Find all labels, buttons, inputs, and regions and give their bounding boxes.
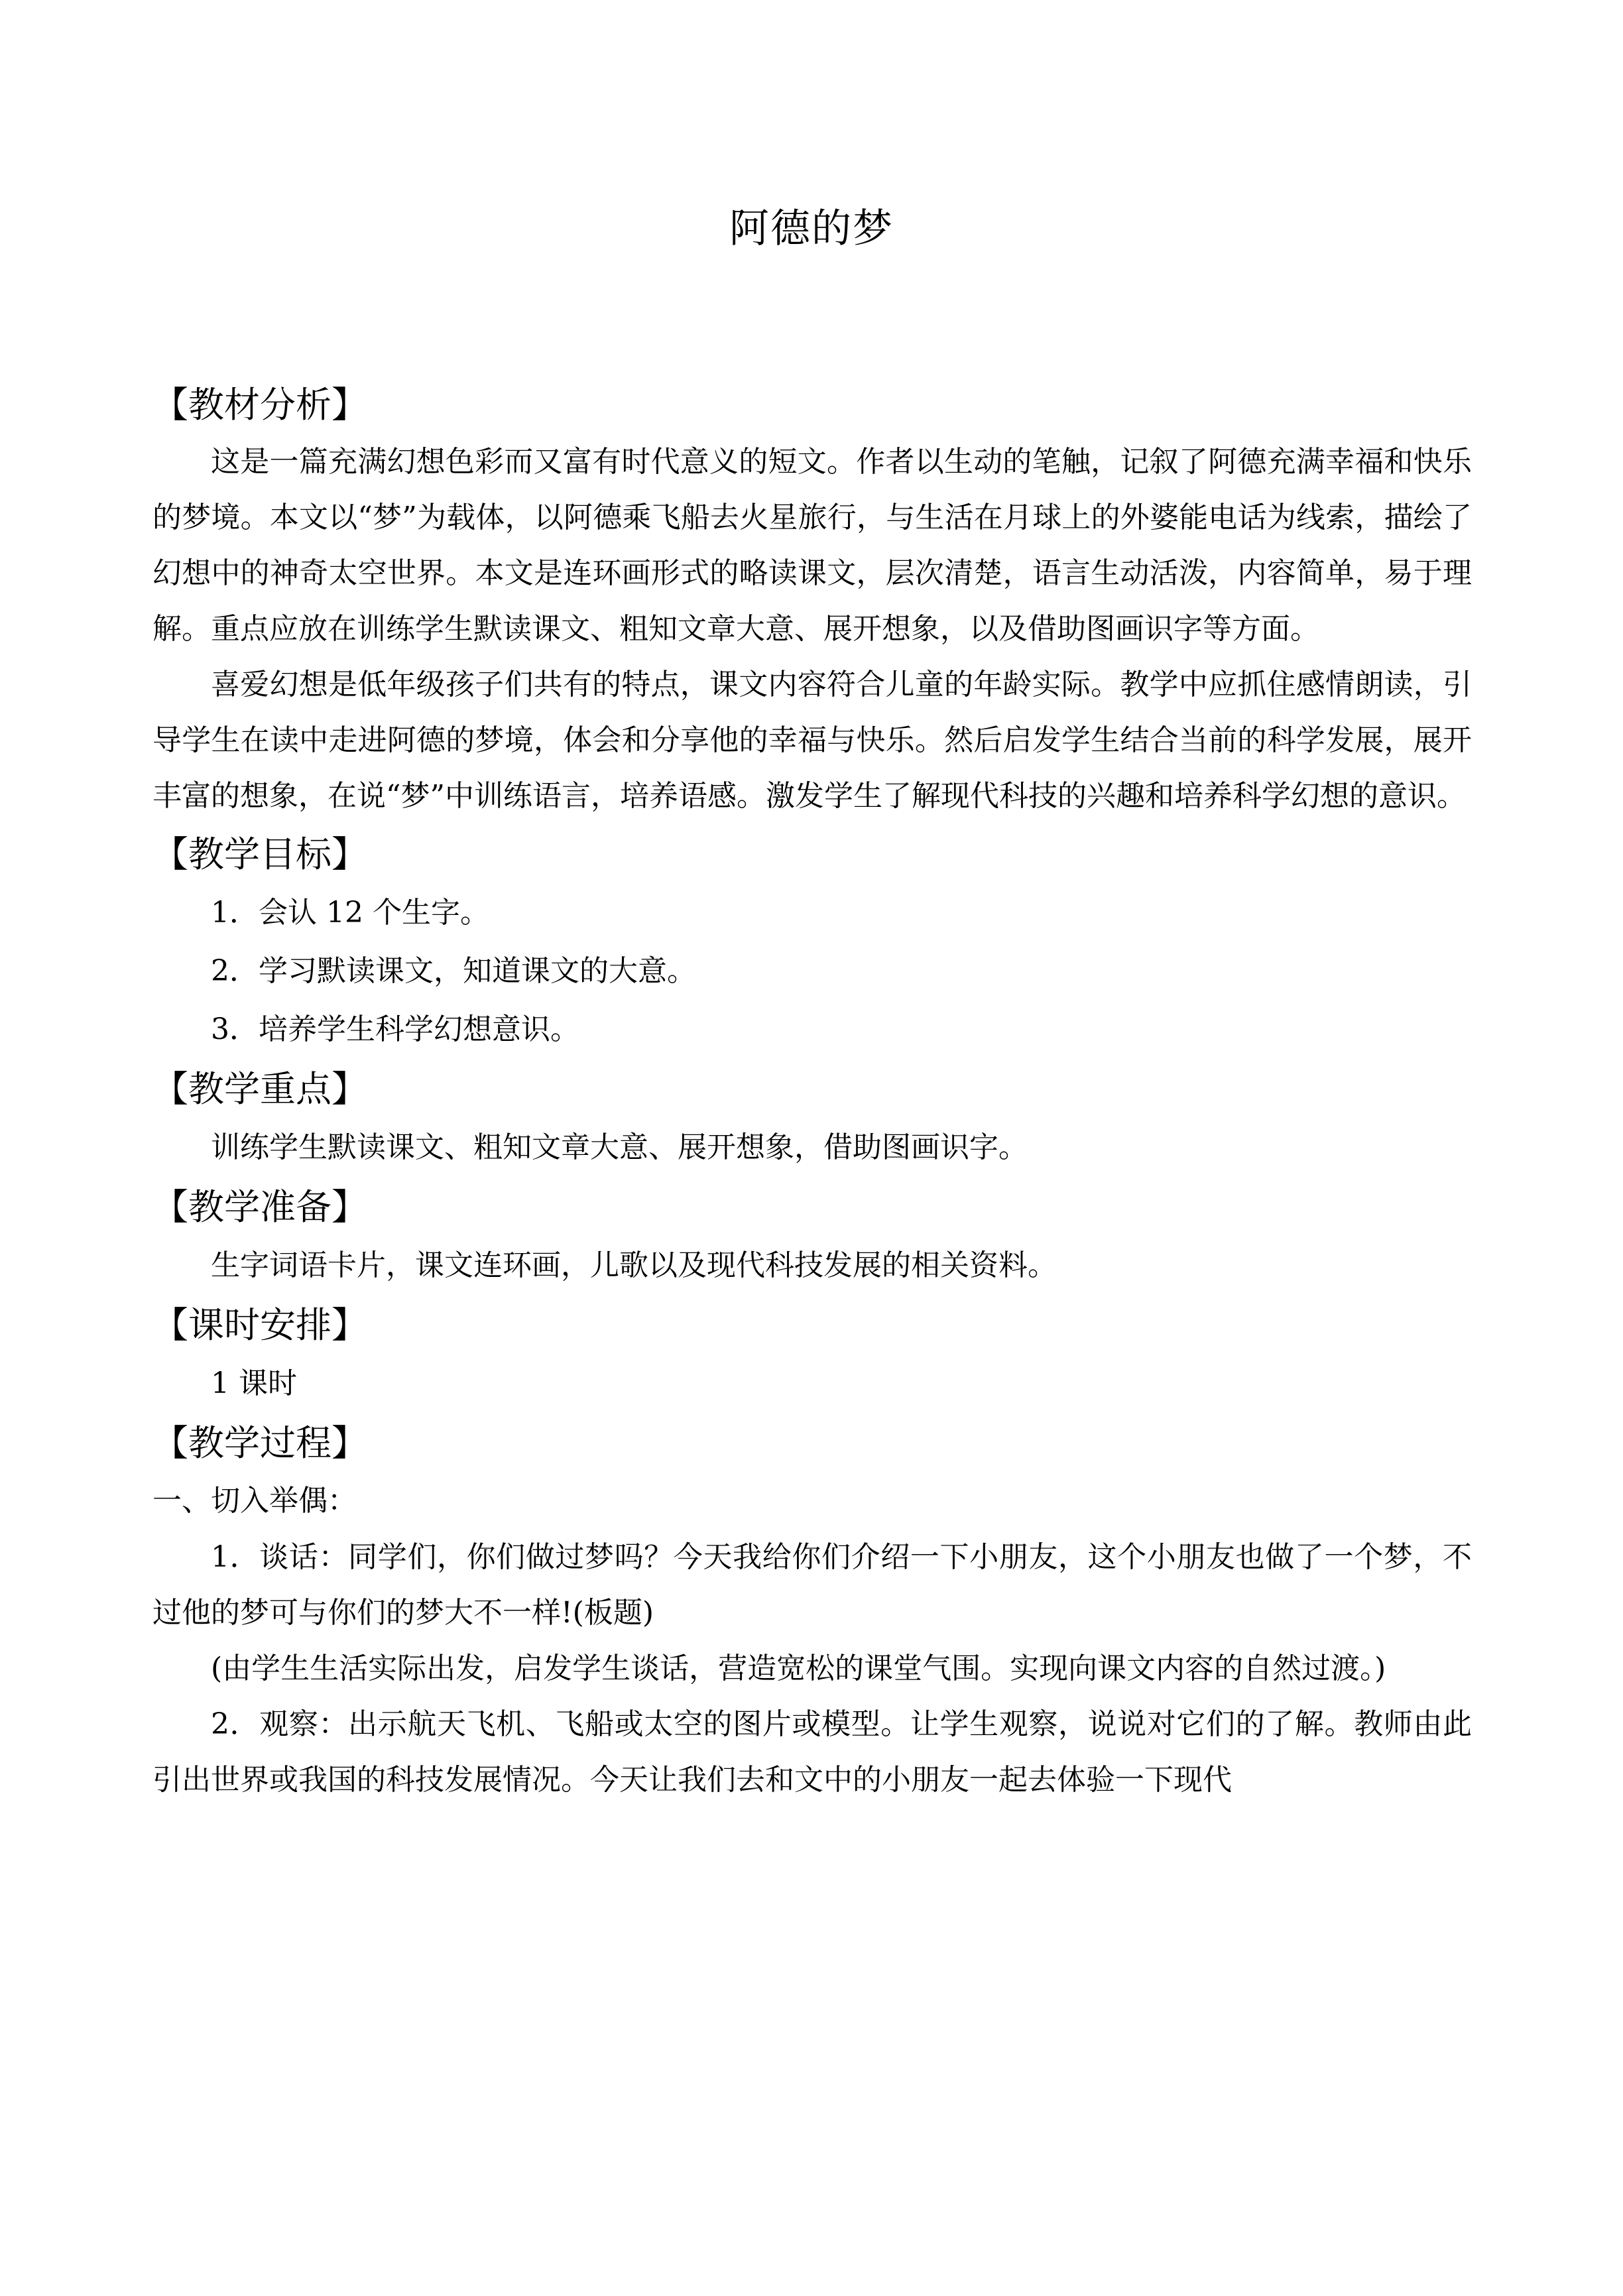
heading-material-analysis: 【教材分析】 [152, 384, 367, 426]
goal-number: 1． [211, 896, 259, 930]
focus-text: 训练学生默读课文、粗知文章大意、展开想象，借助图画识字。 [211, 1130, 1028, 1164]
analysis-paragraph-1: 这是一篇充满幻想色彩而又富有时代意义的短文。作者以生动的笔触，记叙了阿德充满幸福和快乐的梦境。本文以“梦”为载体，以阿德乘飞船去火星旅行，与生活在月球上的外婆能电话为线索，描绘了幻想中的神奇太空世界。本文是连环画形式的略读课文，层次清楚，语言生动活泼，内容简单，易于理解。重点应放在训练学生默读课文、粗知文章大意、展开想象，以及借助图画识字等方面。 [152, 445, 1472, 646]
goal-item [152, 942, 1472, 1000]
goal-number: 2． [211, 954, 259, 988]
prep-text: 生字词语卡片，课文连环画，儿歌以及现代科技发展的相关资料。 [211, 1248, 1057, 1282]
process-paragraph-1: 1．谈话：同学们，你们做过梦吗？今天我给你们介绍一下小朋友，这个小朋友也做了一个梦，不过他的梦可与你们的梦大不一样!(板题) [152, 1540, 1472, 1630]
goal-item [152, 1000, 1472, 1059]
goal-number: 3． [211, 1012, 259, 1046]
heading-schedule: 【课时安排】 [152, 1304, 367, 1346]
process-paragraph-2: (由学生生活实际出发，启发学生谈话，营造宽松的课堂气围。实现向课文内容的自然过渡。) [211, 1652, 1386, 1685]
goal-text: 培养学生科学幻想意识。 [259, 1012, 579, 1046]
document-body [152, 375, 1472, 1808]
process-step-1: 一、切入举偶： [152, 1484, 357, 1518]
heading-teaching-prep: 【教学准备】 [152, 1186, 367, 1228]
goal-text: 学习默读课文，知道课文的大意。 [259, 954, 696, 988]
analysis-paragraph-2: 喜爱幻想是低年级孩子们共有的特点，课文内容符合儿童的年龄实际。教学中应抓住感情朗读，引导学生在读中走进阿德的梦境，体会和分享他的幸福与快乐。然后启发学生结合当前的科学发展，展开丰富的想象，在说“梦”中训练语言，培养语感。激发学生了解现代科技的兴趣和培养科学幻想的意识。 [152, 668, 1472, 813]
goal-text: 会认 12 个生字。 [259, 896, 489, 930]
process-paragraph-3: 2．观察：出示航天飞机、飞船或太空的图片或模型。让学生观察，说说对它们的了解。教师由此引出世界或我国的科技发展情况。今天让我们去和文中的小朋友一起去体验一下现代 [152, 1707, 1472, 1797]
heading-teaching-goals: 【教学目标】 [152, 833, 367, 875]
schedule-text: 1 课时 [211, 1366, 297, 1400]
heading-teaching-process: 【教学过程】 [152, 1422, 367, 1464]
goal-item [152, 884, 1472, 942]
heading-teaching-focus: 【教学重点】 [152, 1068, 367, 1110]
document-title: 阿德的梦 [729, 206, 894, 252]
